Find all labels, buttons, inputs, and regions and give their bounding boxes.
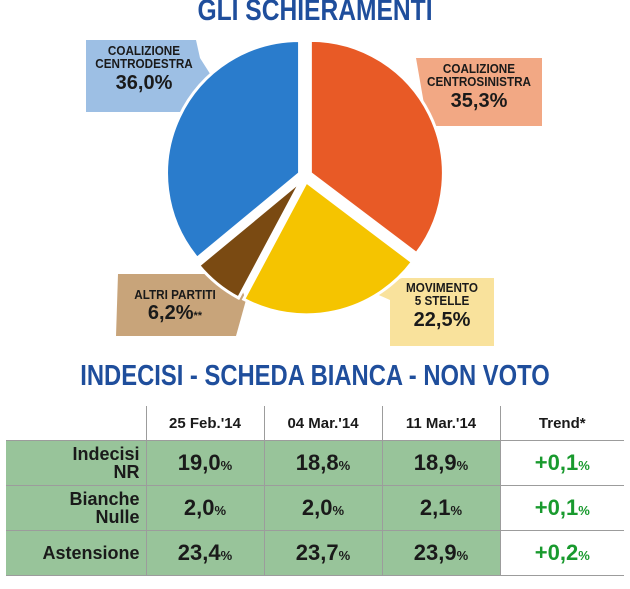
header-trend: Trend* [500,406,624,441]
label-name-line1: COALIZIONE [107,43,181,58]
label-name-line2: CENTRODESTRA [95,56,193,72]
label-value: 22,5% [413,308,471,331]
label-name-line1: MOVIMENTO [406,280,478,295]
cell-value: 23,7% [264,531,382,576]
label-name-line1: COALIZIONE [442,61,516,76]
header-11-mar: 11 Mar.'14 [382,406,500,441]
row-label: Indecisi NR [6,441,146,486]
cell-value: 2,1% [382,486,500,531]
cell-value: 23,4% [146,531,264,576]
cell-trend: +0,2% [500,531,624,576]
label-name-line2: CENTROSINISTRA [426,74,532,90]
cell-value: 19,0% [146,441,264,486]
label-movimento-5-stelle [392,281,492,330]
cell-value: 23,9% [382,531,500,576]
label-value: 36,0% [115,71,173,94]
table-row [6,486,624,531]
table-title: INDECISI - SCHEDA BIANCA - NON VOTO [80,360,550,392]
row-label: Bianche Nulle [6,486,146,531]
label-value: 35,3% [450,89,508,112]
label-value: 6,2%** [147,302,203,325]
label-centrosinistra [420,62,538,111]
header-25-feb: 25 Feb.'14 [146,406,264,441]
label-name-line2: 5 STELLE [414,293,470,309]
label-altri-partiti [120,288,230,324]
table-header-row [6,406,624,441]
cell-value: 2,0% [146,486,264,531]
row-label: Astensione [6,531,146,576]
header-empty [6,406,146,441]
cell-value: 18,8% [264,441,382,486]
table-row [6,441,624,486]
chart-title: GLI SCHIERAMENTI [197,0,433,27]
header-04-mar: 04 Mar.'14 [264,406,382,441]
cell-value: 18,9% [382,441,500,486]
label-centrodestra [88,44,200,93]
table-row [6,531,624,576]
label-name-line1: ALTRI PARTITI [134,287,216,302]
data-table [6,406,624,576]
cell-value: 2,0% [264,486,382,531]
cell-trend: +0,1% [500,486,624,531]
cell-trend: +0,1% [500,441,624,486]
